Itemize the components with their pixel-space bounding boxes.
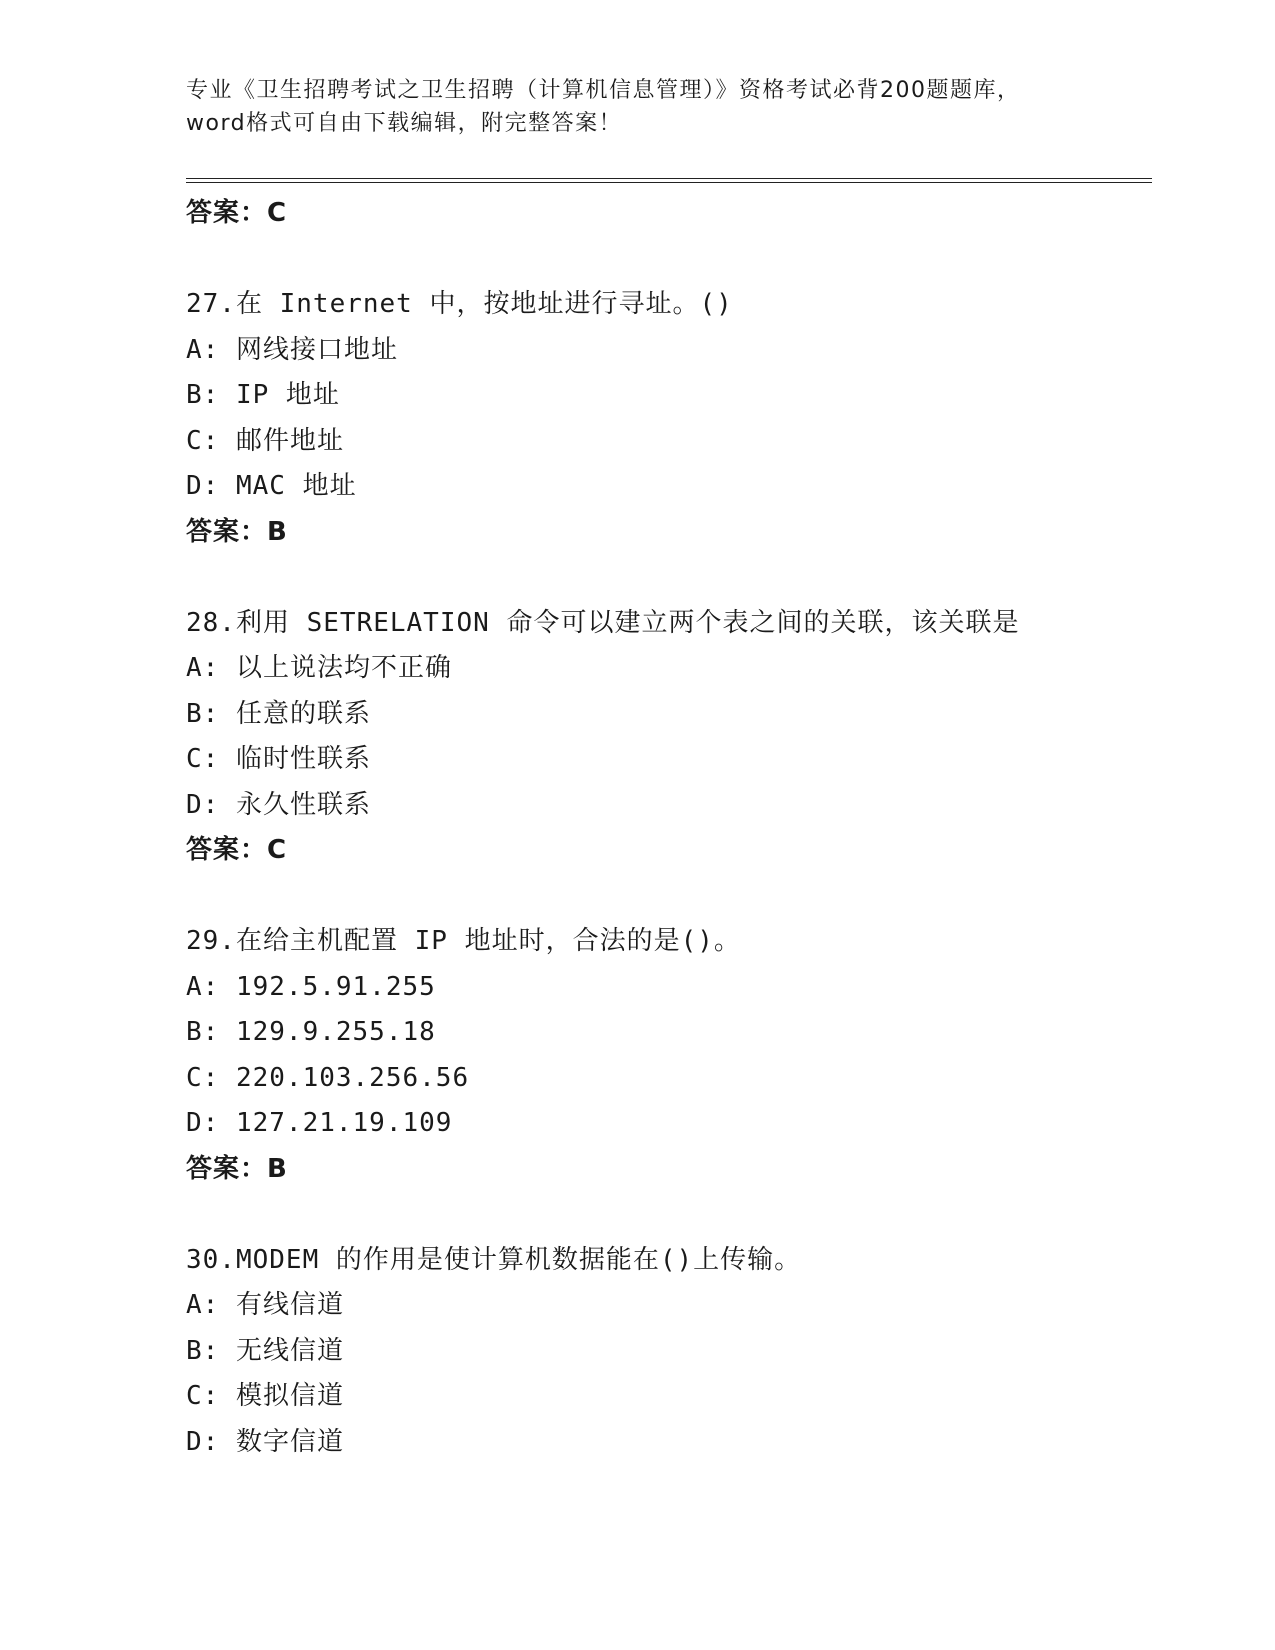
question-list <box>186 191 1152 1465</box>
question-29-stem: 29.在给主机配置 IP 地址时，合法的是()。 <box>186 926 741 956</box>
spacer <box>186 555 1152 601</box>
question-30-option-d: D: 数字信道 <box>186 1426 344 1457</box>
spacer <box>186 1192 1152 1238</box>
header-title-line-1: 专业《卫生招聘考试之卫生招聘（计算机信息管理）》资格考试必背200题题库， <box>186 78 1021 103</box>
question-27-option-c: C: 邮件地址 <box>186 425 344 456</box>
question-28-stem: 28.利用 SETRELATION 命令可以建立两个表之间的关联，该关联是 <box>186 607 1020 638</box>
question-28-option-d: D: 永久性联系 <box>186 789 371 820</box>
page-header <box>186 74 1152 140</box>
question-27-option-b: B: IP 地址 <box>186 380 340 410</box>
question-29-option-a: A: 192.5.91.255 <box>186 971 436 1002</box>
question-28-option-b: B: 任意的联系 <box>186 698 371 729</box>
question-27-answer: 答案：B <box>186 516 288 547</box>
question-28-answer: 答案：C <box>186 835 288 865</box>
question-30-option-c: C: 模拟信道 <box>186 1381 344 1411</box>
question-29-option-d: D: 127.21.19.109 <box>186 1108 453 1138</box>
question-30-option-b: B: 无线信道 <box>186 1335 344 1366</box>
question-28-option-c: C: 临时性联系 <box>186 744 371 774</box>
question-30-option-a: A: 有线信道 <box>186 1290 344 1320</box>
question-29-option-c: C: 220.103.256.56 <box>186 1062 470 1093</box>
header-title-line-2: word格式可自由下载编辑，附完整答案！ <box>186 111 623 136</box>
question-29-option-b: B: 129.9.255.18 <box>186 1017 436 1047</box>
question-27-option-a: A: 网线接口地址 <box>186 334 398 365</box>
question-29-answer: 答案：B <box>186 1153 288 1184</box>
document-page <box>186 0 1152 1650</box>
question-27-stem: 27.在 Internet 中，按地址进行寻址。() <box>186 289 733 319</box>
spacer <box>186 874 1152 920</box>
header-divider <box>186 178 1152 183</box>
question-27-option-d: D: MAC 地址 <box>186 471 357 501</box>
question-30-stem: 30.MODEM 的作用是使计算机数据能在()上传输。 <box>186 1244 802 1275</box>
previous-answer: 答案：C <box>186 198 288 228</box>
question-28-option-a: A: 以上说法均不正确 <box>186 653 452 683</box>
spacer <box>186 237 1152 283</box>
